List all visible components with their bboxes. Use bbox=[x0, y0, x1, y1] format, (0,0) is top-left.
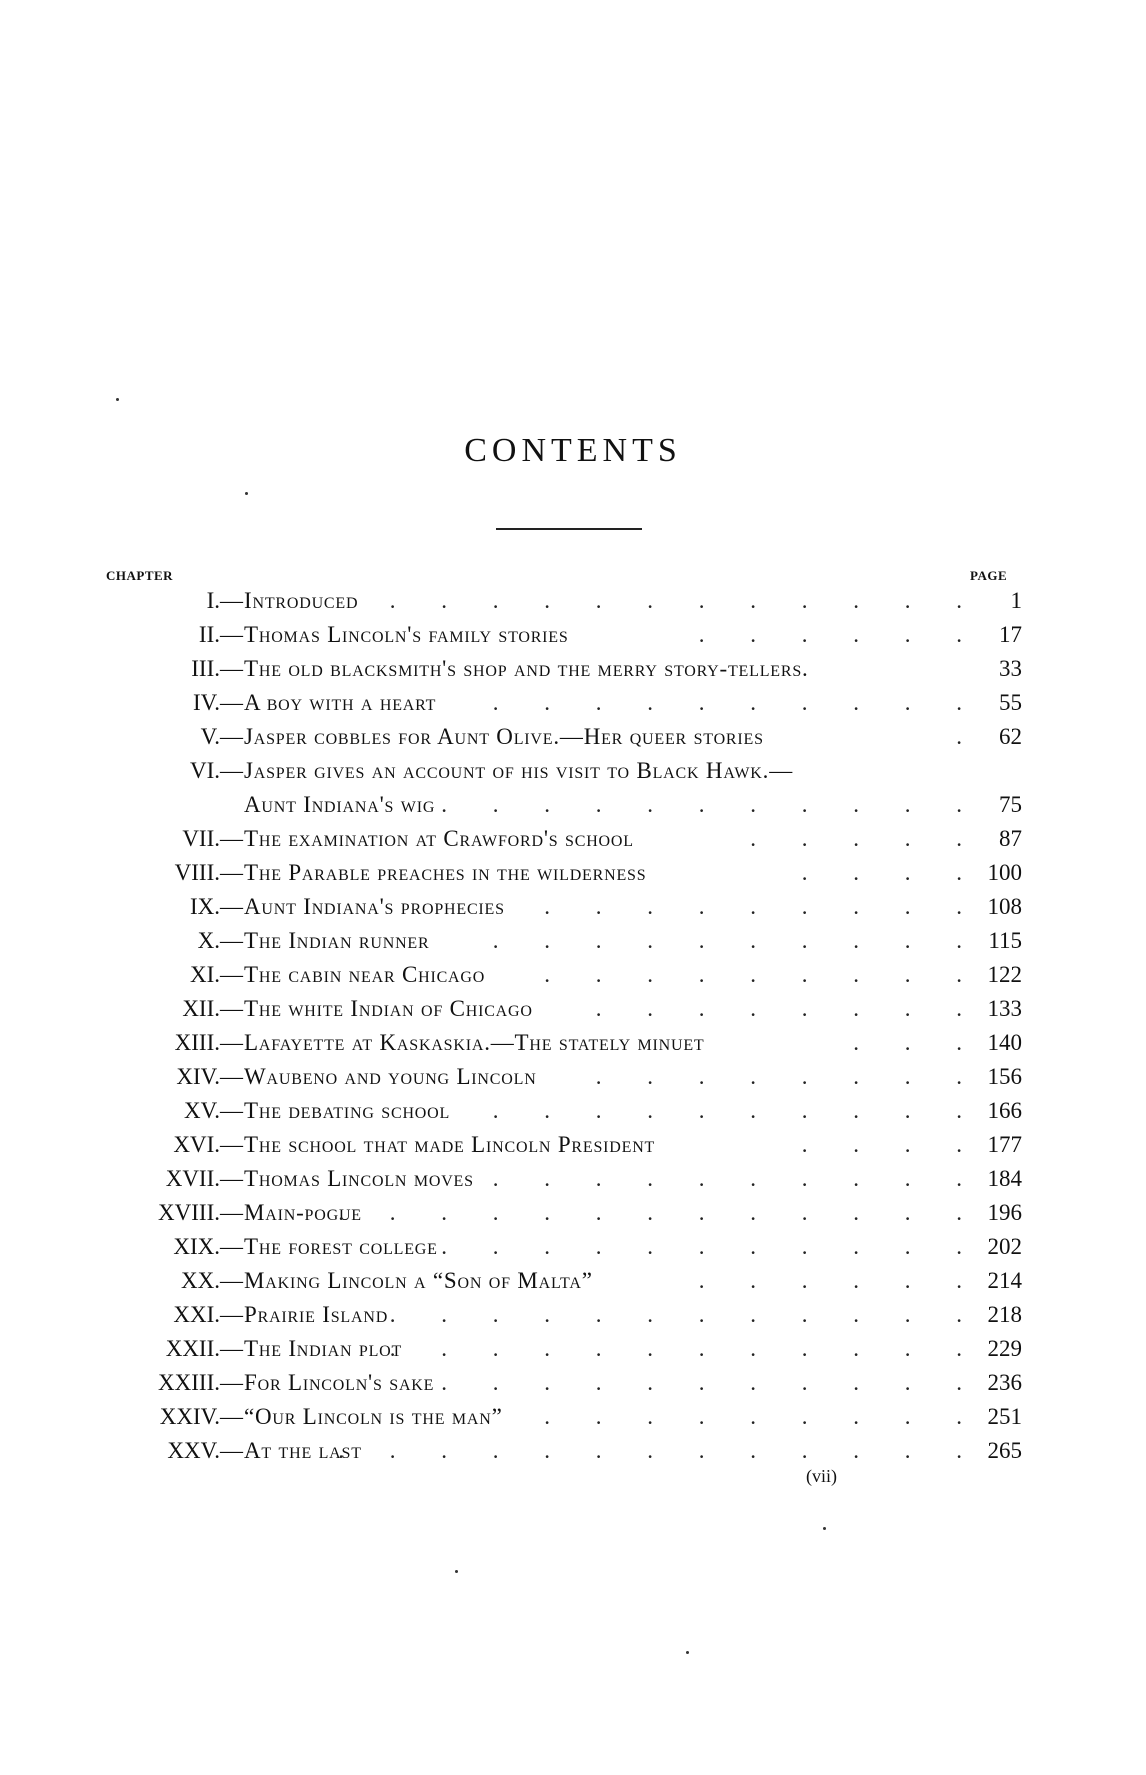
chapter-title: Introduced bbox=[244, 588, 359, 613]
chapter-number: XXII. bbox=[165, 1336, 220, 1361]
toc-row bbox=[0, 1196, 1146, 1230]
chapter-dash: — bbox=[220, 1030, 243, 1055]
toc-row bbox=[0, 1060, 1146, 1094]
chapter-number: I. bbox=[206, 588, 220, 613]
chapter-dash: — bbox=[220, 1234, 243, 1259]
toc-row bbox=[0, 1366, 1146, 1400]
dot-leader: . . . . . . . . bbox=[595, 1064, 982, 1089]
chapter-title: The old blacksmith's shop and the merry story-tellers. bbox=[244, 656, 809, 681]
page-number: 33 bbox=[999, 656, 1022, 681]
page-number: 115 bbox=[988, 928, 1022, 953]
chapter-dash: — bbox=[220, 928, 243, 953]
chapter-number: VII. bbox=[182, 826, 220, 851]
page-number: 1 bbox=[1010, 588, 1022, 613]
chapter-dash: — bbox=[220, 724, 243, 749]
page-number: 166 bbox=[987, 1098, 1022, 1123]
chapter-title: Jasper gives an account of his visit to Black Hawk.— bbox=[244, 758, 793, 783]
page-number: 17 bbox=[999, 622, 1022, 647]
chapter-number: XXV. bbox=[167, 1438, 220, 1463]
toc-row bbox=[0, 1264, 1146, 1298]
toc-row bbox=[0, 992, 1146, 1026]
dot-leader: . . . . bbox=[801, 1132, 982, 1157]
chapter-number: IV. bbox=[192, 690, 220, 715]
toc-row bbox=[0, 1128, 1146, 1162]
title-rule bbox=[496, 528, 642, 530]
page-number: 214 bbox=[987, 1268, 1022, 1293]
dot-leader: . . . . . . . . . . bbox=[492, 1166, 982, 1191]
toc-row bbox=[0, 1162, 1146, 1196]
print-speck bbox=[686, 1651, 689, 1654]
chapter-column-header: CHAPTER bbox=[106, 568, 174, 583]
page-number: 133 bbox=[987, 996, 1022, 1021]
chapter-title: The forest college bbox=[244, 1234, 438, 1259]
chapter-dash: — bbox=[220, 622, 243, 647]
chapter-number: VIII. bbox=[174, 860, 220, 885]
toc-row bbox=[0, 1094, 1146, 1128]
dot-leader: . . . . . . . . . . bbox=[492, 1098, 982, 1123]
chapter-number: II. bbox=[198, 622, 220, 647]
page-number: 140 bbox=[987, 1030, 1022, 1055]
chapter-title: Jasper cobbles for Aunt Olive.—Her queer stories bbox=[244, 724, 764, 749]
page-number: 184 bbox=[987, 1166, 1022, 1191]
page-number: 196 bbox=[987, 1200, 1022, 1225]
chapter-title: The examination at Crawford's school bbox=[244, 826, 634, 851]
print-speck bbox=[823, 1527, 826, 1530]
toc-row bbox=[0, 1332, 1146, 1366]
page-number: 229 bbox=[987, 1336, 1022, 1361]
dot-leader: . . . . . bbox=[750, 826, 982, 851]
print-speck bbox=[116, 398, 119, 401]
chapter-title: Thomas Lincoln's family stories bbox=[244, 622, 569, 647]
dot-leader: . . . . . . . . . . . bbox=[441, 1234, 982, 1259]
chapter-dash: — bbox=[220, 690, 243, 715]
chapter-dash: — bbox=[220, 1370, 243, 1395]
chapter-title: The white Indian of Chicago bbox=[244, 996, 533, 1021]
dot-leader: . . . . . . . . . . . bbox=[441, 792, 982, 817]
dot-leader: . . . . . . . . . . . . . bbox=[338, 1438, 982, 1463]
toc-row bbox=[0, 1026, 1146, 1060]
chapter-title: Prairie Island bbox=[244, 1302, 389, 1327]
chapter-number: IX. bbox=[189, 894, 220, 919]
chapter-title: Aunt Indiana's wig bbox=[244, 792, 436, 817]
chapter-dash: — bbox=[220, 758, 243, 783]
chapter-title: Making Lincoln a “Son of Malta” bbox=[244, 1268, 593, 1293]
toc-row bbox=[0, 856, 1146, 890]
chapter-number: XX. bbox=[181, 1268, 220, 1293]
chapter-dash: — bbox=[220, 1098, 243, 1123]
dot-leader: . . . . . . . . . bbox=[544, 1404, 982, 1429]
toc-row bbox=[0, 924, 1146, 958]
chapter-number: VI. bbox=[189, 758, 220, 783]
chapter-title: For Lincoln's sake bbox=[244, 1370, 435, 1395]
chapter-dash: — bbox=[220, 588, 243, 613]
chapter-number: XIII. bbox=[174, 1030, 220, 1055]
chapter-number: XII. bbox=[182, 996, 220, 1021]
page-number: 100 bbox=[987, 860, 1022, 885]
chapter-title: Main-pogue bbox=[244, 1200, 362, 1225]
print-speck bbox=[455, 1570, 458, 1573]
chapter-number: V. bbox=[200, 724, 220, 749]
page-number: 202 bbox=[987, 1234, 1022, 1259]
chapter-dash: — bbox=[220, 1166, 243, 1191]
dot-leader: . . . . . . . . . bbox=[544, 894, 982, 919]
toc-row bbox=[0, 1434, 1146, 1468]
chapter-dash: — bbox=[220, 1132, 243, 1157]
chapter-number: XIX. bbox=[173, 1234, 220, 1259]
chapter-number: XI. bbox=[189, 962, 220, 987]
page-number: 156 bbox=[987, 1064, 1022, 1089]
chapter-dash: — bbox=[220, 1404, 243, 1429]
chapter-dash: — bbox=[220, 894, 243, 919]
chapter-dash: — bbox=[220, 1438, 243, 1463]
print-speck bbox=[245, 492, 248, 495]
dot-leader: . . . . . . bbox=[698, 622, 982, 647]
toc-row bbox=[0, 1400, 1146, 1434]
page-number: 75 bbox=[999, 792, 1022, 817]
chapter-title: Lafayette at Kaskaskia.—The stately minuet bbox=[244, 1030, 705, 1055]
dot-leader: . . . . . . . . . . bbox=[492, 928, 982, 953]
chapter-title: The cabin near Chicago bbox=[244, 962, 486, 987]
toc-row bbox=[0, 890, 1146, 924]
chapter-number: XVII. bbox=[165, 1166, 220, 1191]
chapter-title: Aunt Indiana's prophecies bbox=[244, 894, 505, 919]
chapter-number: XXIII. bbox=[158, 1370, 220, 1395]
dot-leader: . bbox=[956, 724, 982, 749]
chapter-number: XIV. bbox=[176, 1064, 220, 1089]
chapter-dash: — bbox=[220, 1064, 243, 1089]
chapter-title: Waubeno and young Lincoln bbox=[244, 1064, 537, 1089]
chapter-dash: — bbox=[220, 1302, 243, 1327]
chapter-number: XXI. bbox=[173, 1302, 220, 1327]
dot-leader: . . . . . . bbox=[698, 1268, 982, 1293]
page-folio: (vii) bbox=[806, 1466, 837, 1486]
page-number: 251 bbox=[987, 1404, 1022, 1429]
chapter-dash: — bbox=[220, 996, 243, 1021]
toc-row bbox=[0, 754, 1146, 788]
chapter-title: At the last bbox=[244, 1438, 362, 1463]
chapter-number: X. bbox=[197, 928, 220, 953]
chapter-title: “Our Lincoln is the man” bbox=[244, 1404, 503, 1429]
dot-leader: . . . . . . . . . . . . bbox=[389, 588, 982, 613]
toc-row bbox=[0, 652, 1146, 686]
chapter-number: XXIV. bbox=[159, 1404, 220, 1429]
dot-leader: . . . . . . . . . . . . bbox=[389, 1336, 982, 1361]
page-number: 87 bbox=[999, 826, 1022, 851]
chapter-dash: — bbox=[220, 860, 243, 885]
chapter-title: The Parable preaches in the wilderness bbox=[244, 860, 647, 885]
dot-leader: . . . . . . . . bbox=[595, 996, 982, 1021]
chapter-dash: — bbox=[220, 962, 243, 987]
chapter-number: III. bbox=[191, 656, 220, 681]
toc-row bbox=[0, 1298, 1146, 1332]
dot-leader: . . . . . . . . . bbox=[544, 962, 982, 987]
page-column-header: PAGE bbox=[970, 568, 1008, 583]
dot-leader: . . . bbox=[853, 1030, 982, 1055]
toc-row bbox=[0, 788, 1146, 822]
toc-row bbox=[0, 618, 1146, 652]
toc-row bbox=[0, 1230, 1146, 1264]
table-of-contents bbox=[0, 584, 1146, 1468]
page-number: 122 bbox=[987, 962, 1022, 987]
toc-row bbox=[0, 720, 1146, 754]
chapter-dash: — bbox=[220, 1268, 243, 1293]
toc-row bbox=[0, 822, 1146, 856]
chapter-title: Thomas Lincoln moves bbox=[244, 1166, 474, 1191]
page-number: 108 bbox=[987, 894, 1022, 919]
dot-leader: . . . . . . . . . . . . . bbox=[338, 1200, 982, 1225]
page-number: 62 bbox=[999, 724, 1022, 749]
toc-row bbox=[0, 958, 1146, 992]
chapter-dash: — bbox=[220, 656, 243, 681]
page-number: 55 bbox=[999, 690, 1022, 715]
chapter-dash: — bbox=[220, 1336, 243, 1361]
dot-leader: . . . . . . . . . . . bbox=[441, 1370, 982, 1395]
chapter-title: A boy with a heart bbox=[244, 690, 437, 715]
dot-leader: . . . . . . . . . . bbox=[492, 690, 982, 715]
chapter-number: XV. bbox=[183, 1098, 220, 1123]
chapter-title: The Indian runner bbox=[244, 928, 430, 953]
page-number: 265 bbox=[987, 1438, 1022, 1463]
dot-leader: . . . . bbox=[801, 860, 982, 885]
page-number: 236 bbox=[987, 1370, 1022, 1395]
page-title: CONTENTS bbox=[464, 432, 682, 469]
chapter-title: The Indian plot bbox=[244, 1336, 403, 1361]
chapter-title: The school that made Lincoln President bbox=[244, 1132, 656, 1157]
page-number: 218 bbox=[987, 1302, 1022, 1327]
chapter-title: The debating school bbox=[244, 1098, 451, 1123]
toc-row bbox=[0, 686, 1146, 720]
chapter-dash: — bbox=[220, 826, 243, 851]
chapter-number: XVIII. bbox=[158, 1200, 220, 1225]
chapter-dash: — bbox=[220, 1200, 243, 1225]
chapter-number: XVI. bbox=[173, 1132, 220, 1157]
dot-leader: . . . . . . . . . . . . bbox=[389, 1302, 982, 1327]
toc-row bbox=[0, 584, 1146, 618]
page-number: 177 bbox=[987, 1132, 1022, 1157]
